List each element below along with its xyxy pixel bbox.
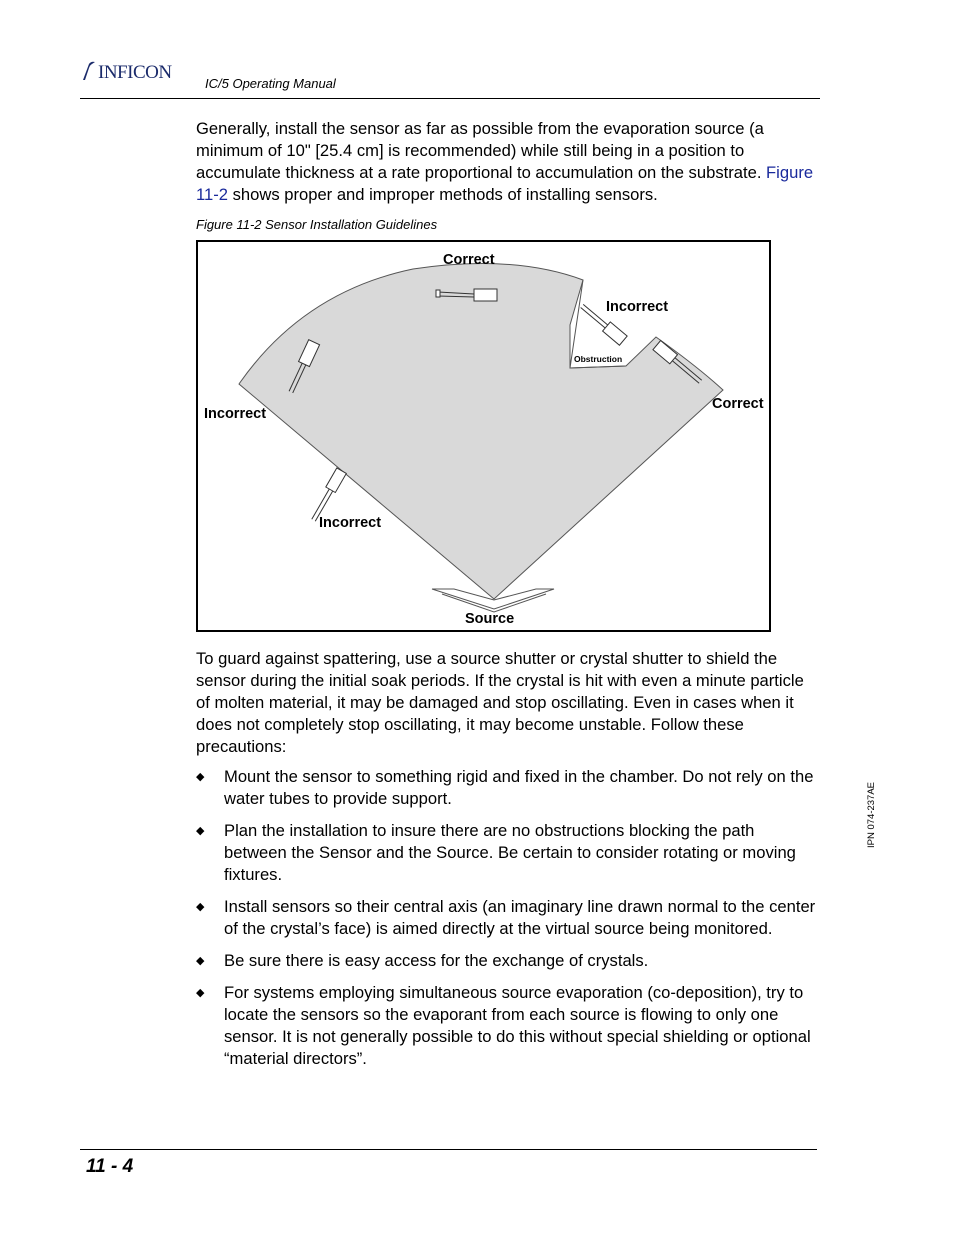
figure-link[interactable]: Figure 11-2 [196, 163, 814, 204]
label-incorrect-bottom: Incorrect [319, 515, 382, 531]
figure-drawing [198, 242, 773, 634]
label-source: Source [465, 611, 515, 627]
label-incorrect-top-right: Incorrect [606, 299, 669, 315]
page-number: 11 - 4 [86, 1156, 134, 1177]
list-item-text: Install sensors so their central axis (an imaginary line drawn normal to the center of the crystal’s face) is aimed directly at the virtual source being monitored. [224, 897, 816, 938]
diamond-bullet-icon: ◆ [196, 825, 205, 837]
list-item [196, 950, 816, 972]
list-item-text: For systems employing simultaneous source evaporation (co-deposition), try to locate the sensors so the evaporant from each source is flowing to only one sensor. It is not generally possible to do this without special shielding or optional “material directors”. [224, 983, 811, 1068]
header-divider [80, 98, 820, 99]
diamond-bullet-icon: ◆ [196, 901, 205, 913]
list-item [196, 896, 816, 940]
list-item [196, 766, 816, 810]
manual-title: IC/5 Operating Manual [205, 76, 336, 91]
intro-paragraph [196, 118, 816, 206]
svg-text:INFICON: INFICON [98, 62, 172, 82]
label-incorrect-left: Incorrect [204, 406, 267, 422]
precautions-list [196, 766, 816, 1080]
diamond-bullet-icon: ◆ [196, 987, 205, 999]
list-item-text: Mount the sensor to something rigid and fixed in the chamber. Do not rely on the water tubes to provide support. [224, 767, 814, 808]
intro-text: Generally, install the sensor as far as possible from the evaporation source (a minimum of 10" [25.4 cm] is recommended) while still being in a position to accumulate thickness at a rate proportional to accumulation on the substrate. [196, 119, 767, 182]
precautions-paragraph: To guard against spattering, use a source shutter or crystal shutter to shield the sensor during the initial soak periods. If the crystal is hit with even a minute particle of molten material, it may be damaged and stop oscillating. Even in cases when it does not completely stop oscillating, it may become unstable. Follow these precautions: [196, 649, 804, 756]
label-obstruction: Obstruction [574, 354, 623, 364]
diamond-bullet-icon: ◆ [196, 771, 205, 783]
list-item [196, 820, 816, 886]
list-item-text: Be sure there is easy access for the exchange of crystals. [224, 951, 649, 970]
list-item [196, 982, 816, 1070]
diamond-bullet-icon: ◆ [196, 955, 205, 967]
intro-text-end: shows proper and improper methods of installing sensors. [227, 185, 658, 204]
inficon-logo [80, 60, 195, 82]
label-correct-right: Correct [712, 396, 764, 412]
label-correct-top: Correct [443, 252, 495, 268]
figure-caption: Figure 11-2 Sensor Installation Guidelines [196, 217, 438, 232]
list-item-text: Plan the installation to insure there are no obstructions blocking the path between the Sensor and the Source. Be certain to consider rotating or moving fixtures. [224, 821, 796, 884]
footer-divider [80, 1149, 817, 1150]
sensor-installation-figure [196, 240, 771, 632]
document-part-number: IPN 074-237AE [866, 781, 877, 848]
